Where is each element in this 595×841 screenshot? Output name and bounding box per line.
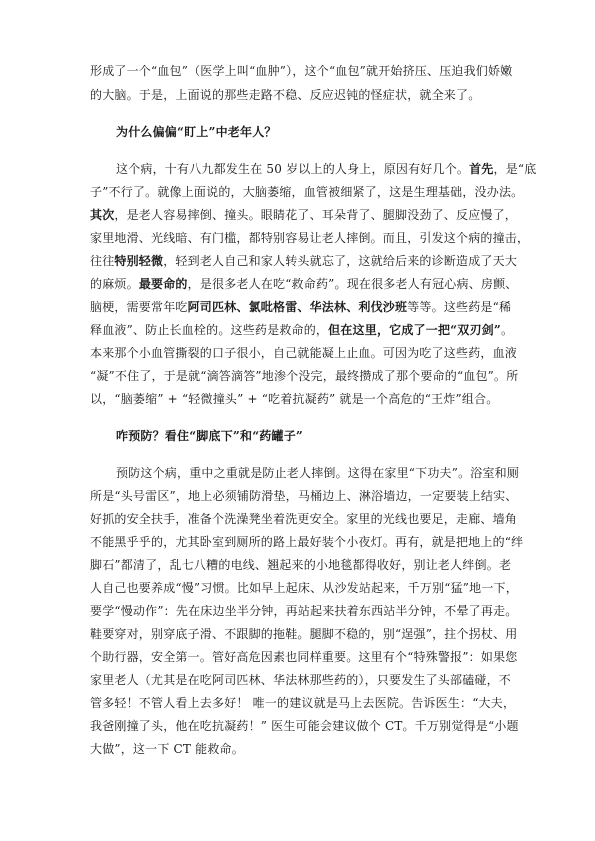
- paragraph-line: 不能黑乎乎的，尤其卧室到厕所的路上最好装个小夜灯。再有，就是把地上的“绊: [90, 535, 524, 549]
- paragraph-line: 脚石”都清了，乱七八糟的电线、翘起来的小地毯都得收好，别让老人绊倒。老: [90, 558, 512, 572]
- paragraph-line: 以，“脑萎缩” + “轻微撞头” + “吃着抗凝药” 就是一个高危的“王炸”组合。: [90, 392, 499, 406]
- emphasis-text: 最要命的: [138, 277, 188, 291]
- paragraph-line: “凝”不住了，于是就“滴答滴答”地渗个没完，最终攒成了那个要命的“血包”。所: [90, 369, 519, 383]
- section-heading-why-elderly: 为什么偏偏“盯上”中老年人？: [116, 125, 277, 139]
- paragraph-line: 脑梗，需要常年吃阿司匹林、氯吡格雷、华法林、利伐沙班等等。这些药是“稀: [90, 300, 512, 314]
- paragraph-line: 的大脑。于是，上面说的那些走路不稳、反应迟钝的怪症状，就全来了。: [90, 88, 481, 102]
- paragraph-line: 要学“慢动作”：先在床边坐半分钟，再站起来扶着东西站半分钟，不晕了再走。: [90, 604, 518, 618]
- paragraph-line: 管多轻！不管人看上去多好！ 唯一的建议就是马上去医院。告诉医生：“大夫，: [90, 696, 516, 710]
- paragraph-line: 释血液”、防止长血栓的。这些药是救命的，但在这里，它成了一把“双刃剑”。: [90, 323, 514, 337]
- paragraph-line: 本来那个小血管撕裂的口子很小，自己就能凝上止血。可因为吃了这些药，血液: [90, 346, 518, 360]
- paragraph-line: 其次，是老人容易摔倒、撞头。眼睛花了、耳朵背了、腿脚没劲了、反应慢了，: [90, 208, 518, 222]
- paragraph-line: 大做”，这一下 CT 能救命。: [90, 742, 244, 756]
- emphasis-text: 其次: [90, 208, 115, 222]
- paragraph-line: 所是“头号雷区”，地上必须铺防滑垫，马桶边上、淋浴墙边，一定要装上结实、: [90, 489, 518, 503]
- paragraph-line: 家里地滑、光线暗、有门槛，都特别容易让老人摔倒。而且，引发这个病的撞击，: [90, 231, 530, 245]
- paragraph-line: 好抓的安全扶手，准备个洗澡凳坐着洗更安全。家里的光线也要足，走廊、墙角: [90, 512, 518, 526]
- emphasis-text: 阿司匹林、氯吡格雷、华法林、利伐沙班: [187, 300, 408, 314]
- paragraph-line: 形成了一个“血包”（医学上叫“血肿”），这个“血包”就开始挤压、压迫我们娇嫩: [90, 64, 513, 78]
- paragraph-line: 个助行器，安全第一。管好高危因素也同样重要。这里有个“特殊警报”：如果您: [90, 650, 518, 664]
- paragraph-line: 子”不行了。就像上面说的，大脑萎缩，血管被细紧了，这是生理基础，没办法。: [90, 185, 524, 199]
- paragraph-line: 这个病，十有八九都发生在 50 岁以上的人身上，原因有好几个。首先，是“底: [116, 162, 537, 176]
- paragraph-line: 预防这个病，重中之重就是防止老人摔倒。这得在家里“下功夫”。浴室和厕: [116, 466, 520, 480]
- paragraph-line: 鞋要穿对，别穿底子滑、不跟脚的拖鞋。腿脚不稳的，别“逞强”，拄个拐杖、用: [90, 627, 518, 641]
- emphasis-text: 首先: [469, 162, 494, 176]
- section-heading-prevention: 咋预防？看住“脚底下”和“药罐子”: [116, 429, 304, 443]
- emphasis-text: 特别轻微: [114, 254, 164, 268]
- paragraph-line: 家里老人（尤其是在吃阿司匹林、华法林那些药的），只要发生了头部磕碰，不: [90, 673, 512, 687]
- paragraph-line: 往往特别轻微，轻到老人自己和家人转头就忘了，这就给后来的诊断造成了天大: [90, 254, 518, 268]
- emphasis-text: 但在这里，它成了一把“双刃剑”: [328, 323, 501, 337]
- paragraph-line: 我爸刚撞了头，他在吃抗凝药！” 医生可能会建议做个 CT。千万别觉得是“小题: [90, 719, 519, 733]
- paragraph-line: 的麻烦。最要命的，是很多老人在吃“救命药”。现在很多老人有冠心病、房颤、: [90, 277, 518, 291]
- paragraph-line: 人自己也要养成“慢”习惯。比如早上起床、从沙发站起来，千万别“猛”地一下，: [90, 581, 518, 595]
